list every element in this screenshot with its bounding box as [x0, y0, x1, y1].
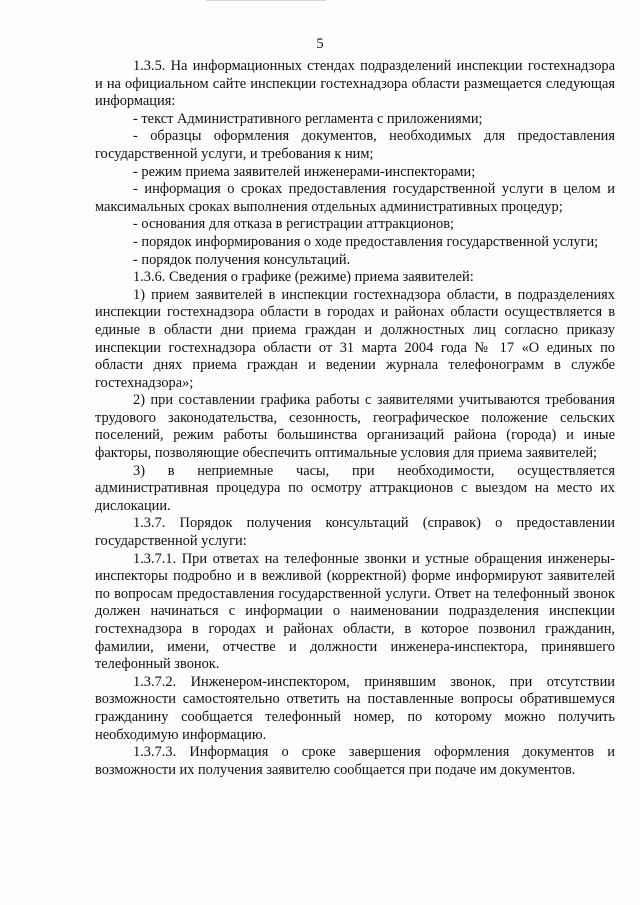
paragraph-1-3-7-2: 1.3.7.2. Инженером-инспектором, принявшим звонок, при отсутствии возможности самостоятельно ответить на поставленные вопросы обратившемуся гражданину сообщается телефонный номер, по которому можно получить необходимую информацию. — [95, 673, 615, 743]
list-item-regulation-text: - текст Административного регламента с приложениями; — [133, 110, 483, 127]
reception-item-2: 2) при составлении графика работы с заявителями учитываются требования трудового законодательства, сезонность, географическое положение сельских поселений, режим работы большинства организаций района (города) и иные факторы, позволяющие обеспечить оптимальные условия для приема заявителей; — [95, 392, 615, 462]
list-item-refusal-grounds: - основания для отказа в регистрации аттракционов; — [133, 216, 455, 233]
paragraph-1-3-6: 1.3.6. Сведения о графике (режиме) приема заявителей: — [133, 269, 474, 286]
paragraph-1-3-7-3: 1.3.7.3. Информация о сроке завершения оформления документов и возможности их получения заявителю сообщается при подаче им документов. — [95, 744, 615, 778]
document-body — [95, 58, 615, 779]
list-item-reception-mode: - режим приема заявителей инженерами-инспекторами; — [133, 163, 476, 180]
list-item-consultation-order: - порядок получения консультаций. — [133, 251, 351, 268]
list-item-service-terms: - информация о сроках предоставления государственной услуги в целом и максимальных сроках выполнения отдельных административных процедур; — [95, 181, 615, 215]
page-number: 5 — [316, 36, 324, 52]
reception-item-3: 3) в неприемные часы, при необходимости, осуществляется административная процедура по осмотру аттракционов с выездом на место их дислокации. — [95, 462, 615, 514]
paragraph-1-3-7-1: 1.3.7.1. При ответах на телефонные звонки и устные обращения инженеры-инспекторы подробно и в вежливой (корректной) форме информируют заявителей по вопросам предоставления государственной услуги. Ответ на телефонный звонок должен начинаться с информации о наименовании подразделения инспекции гостехнадзора в городах и районах области, в которое позвонил гражданин, фамилии, имени, отчестве и должности инженера-инспектора, принявшего телефонный звонок. — [95, 550, 615, 673]
scan-artifact-line — [206, 0, 326, 4]
paragraph-1-3-5: 1.3.5. На информационных стендах подразделений инспекции гостехнадзора и на официальном сайте инспекции гостехнадзора области размещается следующая информация: — [95, 58, 615, 110]
list-item-information-order: - порядок информирования о ходе предоставления государственной услуги; — [133, 233, 599, 250]
reception-item-1: 1) прием заявителей в инспекции гостехнадзора области, в подразделениях инспекции гостехнадзора области в городах и районах области осуществляется в единые в области дни приема граждан и должностных лиц согласно приказу инспекции гостехнадзора области от 31 марта 2004 года № 17 «О единых по области днях приема граждан и ведении журнала телефонограмм в службе гостехнадзора»; — [95, 286, 615, 391]
paragraph-1-3-7: 1.3.7. Порядок получения консультаций (справок) о предоставлении государственной услуги: — [95, 515, 615, 550]
list-item-document-samples: - образцы оформления документов, необходимых для предоставления государственной услуги, и требования к ним; — [95, 128, 615, 162]
